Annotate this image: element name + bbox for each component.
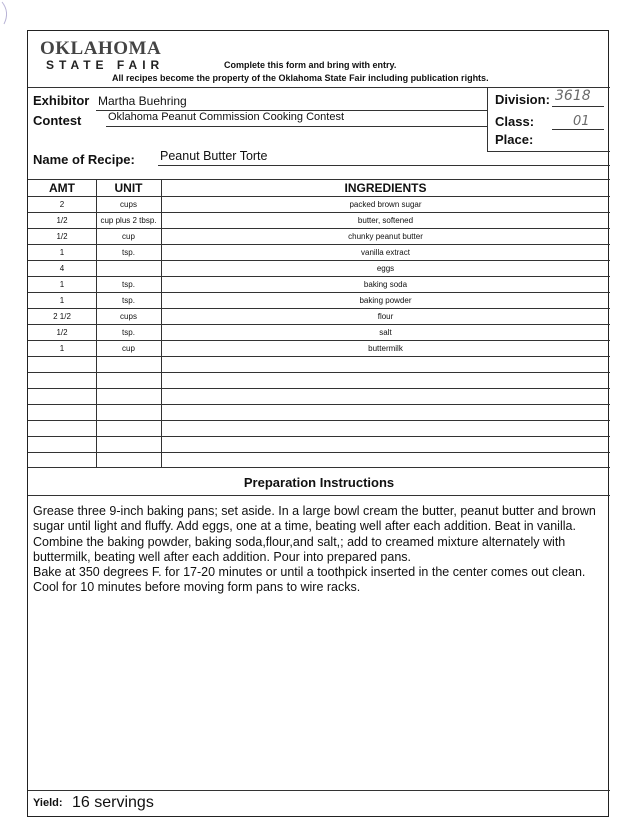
amt-cell: 4 <box>59 264 65 273</box>
table-row-divider <box>28 276 610 277</box>
unit-cell: cups <box>120 200 137 209</box>
table-header-border <box>28 196 610 197</box>
instruction-paragraph: Combine the baking powder, baking soda,flour,and salt,; add to creamed mixture alternately with buttermilk, beating well after each addition. Pour into prepared pans. <box>33 534 566 564</box>
table-row-divider <box>28 404 610 405</box>
recipe-name-value: Peanut Butter Torte <box>160 149 268 163</box>
place-label: Place: <box>495 132 534 147</box>
table-row-divider <box>28 356 610 357</box>
amt-header: AMT <box>49 181 75 195</box>
ingredient-cell: buttermilk <box>368 344 403 353</box>
ingredient-cell: chunky peanut butter <box>348 232 423 241</box>
class-label: Class: <box>495 114 535 129</box>
table-row-divider <box>28 388 610 389</box>
ingredient-cell: salt <box>379 328 392 337</box>
table-row-divider <box>28 212 610 213</box>
preparation-title-divider <box>28 495 610 496</box>
unit-cell: cup plus 2 tbsp. <box>100 216 157 225</box>
instruction-paragraph: Bake at 350 degrees F. for 17-20 minutes or until a toothpick inserted in the center comes out clean. Cool for 10 minutes before moving form pans to wire racks. <box>33 565 586 595</box>
header-divider <box>28 87 610 88</box>
table-row-divider <box>28 436 610 437</box>
table-top-border <box>28 179 610 180</box>
exhibitor-label: Exhibitor <box>33 93 90 108</box>
yield-label: Yield: <box>33 797 63 809</box>
table-row-divider <box>28 452 610 453</box>
ingredient-cell: baking powder <box>359 296 412 305</box>
unit-cell: tsp. <box>122 296 135 305</box>
division-box-left <box>487 87 488 151</box>
logo-top-text: OKLAHOMA <box>40 38 162 59</box>
amt-cell: 2 <box>59 200 65 209</box>
table-row-divider <box>28 372 610 373</box>
table-row-divider <box>28 260 610 261</box>
exhibitor-value: Martha Buehring <box>98 94 187 108</box>
preparation-instructions <box>33 504 605 596</box>
table-row-divider <box>28 308 610 309</box>
ingredient-cell: packed brown sugar <box>349 200 422 209</box>
unit-cell: tsp. <box>122 328 135 337</box>
unit-cell: cup <box>122 344 135 353</box>
recipe-name-label: Name of Recipe: <box>33 152 135 167</box>
amt-cell: 1/2 <box>56 216 68 225</box>
division-underline <box>552 106 604 107</box>
amt-cell: 2 1/2 <box>53 312 71 321</box>
ingredient-cell: flour <box>377 312 394 321</box>
unit-cell: tsp. <box>122 248 135 257</box>
unit-cell: tsp. <box>122 280 135 289</box>
recipe-name-underline <box>158 165 610 166</box>
table-row-divider <box>28 324 610 325</box>
page-edge-mark <box>0 0 20 30</box>
ingredient-cell: baking soda <box>363 280 408 289</box>
ingredient-cell: eggs <box>376 264 395 273</box>
unit-cell: cup <box>122 232 135 241</box>
division-value: 3618 <box>555 88 591 104</box>
table-row-divider <box>28 420 610 421</box>
class-underline <box>552 129 604 130</box>
logo-bottom-text: STATE FAIR <box>46 58 165 72</box>
preparation-title: Preparation Instructions <box>243 475 395 490</box>
table-row-divider <box>28 228 610 229</box>
amt-cell: 1 <box>59 344 65 353</box>
amt-cell: 1 <box>59 248 65 257</box>
recipe-entry-form <box>27 30 609 817</box>
rights-notice: All recipes become the property of the Oklahoma State Fair including publication rights. <box>112 73 489 83</box>
ingredient-cell: vanilla extract <box>361 248 410 257</box>
unit-header: UNIT <box>114 181 143 195</box>
contest-value: Oklahoma Peanut Commission Cooking Contest <box>108 111 345 123</box>
ingredients-header: INGREDIENTS <box>344 181 427 195</box>
yield-divider <box>28 790 610 791</box>
oklahoma-state-fair-logo <box>40 39 164 72</box>
division-label: Division: <box>495 92 550 107</box>
table-row-divider <box>28 340 610 341</box>
amt-cell: 1 <box>59 280 65 289</box>
amt-cell: 1/2 <box>56 328 68 337</box>
amt-cell: 1/2 <box>56 232 68 241</box>
instruction-notice: Complete this form and bring with entry. <box>224 60 397 70</box>
class-value: 01 <box>573 114 590 129</box>
table-bottom-border <box>28 467 610 468</box>
division-box-bottom <box>487 151 610 152</box>
contest-label: Contest <box>33 113 82 128</box>
contest-underline <box>106 126 487 127</box>
ingredient-cell: butter, softened <box>357 216 414 225</box>
yield-value: 16 servings <box>72 794 154 811</box>
table-row-divider <box>28 292 610 293</box>
amt-cell: 1 <box>59 296 65 305</box>
instruction-paragraph: Grease three 9-inch baking pans; set aside. In a large bowl cream the butter, peanut butter and brown sugar until light and fluffy. Add eggs, one at a time, beating well after each addition. Beat in vanilla. <box>33 504 596 534</box>
table-row-divider <box>28 244 610 245</box>
unit-cell: cups <box>120 312 137 321</box>
